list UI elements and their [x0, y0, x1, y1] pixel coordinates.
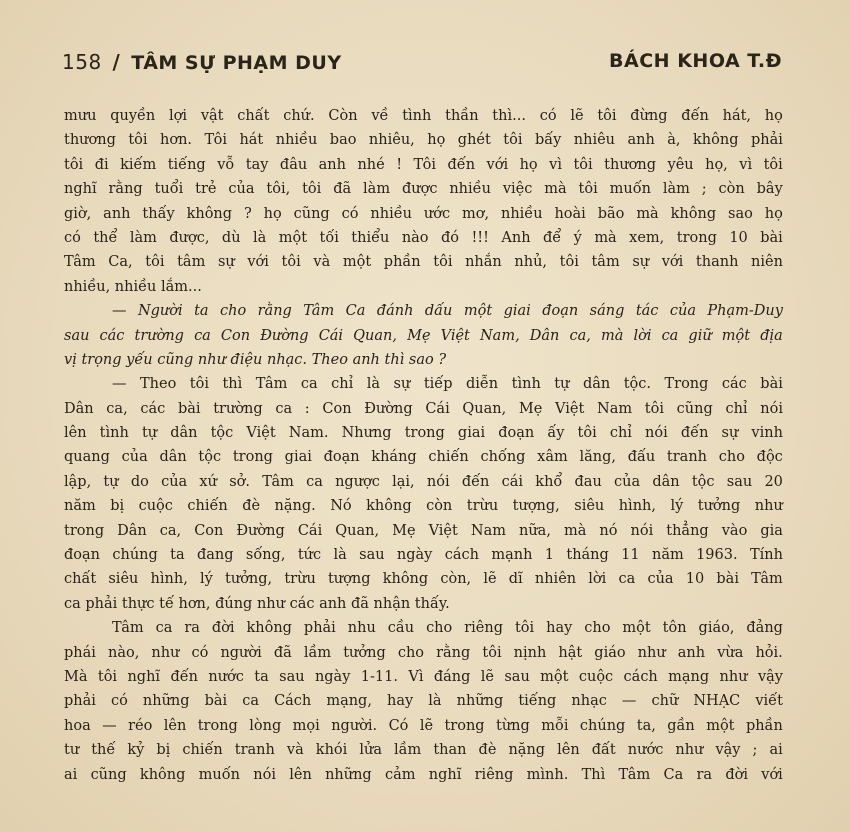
body-text — [64, 104, 783, 787]
magazine-title: BÁCH KHOA T.Đ — [609, 50, 782, 72]
text-line: trong Dân ca, Con Đường Cái Quan, Mẹ Việt Nam nữa, mà nó nói thẳng vào gia — [64, 522, 783, 539]
text-line: Tâm Ca, tôi tâm sự với tôi và một phần tôi nhắn nhủ, tôi tâm sự với thanh niên — [64, 254, 783, 271]
text-line: — Người ta cho rằng Tâm Ca đánh dấu một giai đoạn sáng tác của Phạm-Duy — [112, 303, 783, 320]
text-line: lập, tự do của xứ sở. Tâm ca ngược lại, nói đến cái khổ đau của dân tộc sau 20 — [64, 473, 783, 490]
text-line: nghĩ rằng tuổi trẻ của tôi, tôi đã làm được nhiều việc mà tôi muốn làm ; còn bây — [64, 181, 783, 198]
text-line: sau các trường ca Con Đường Cái Quan, Mẹ Việt Nam, Dân ca, mà lời ca giữ một địa — [64, 327, 783, 344]
text-line: thương tôi hơn. Tôi hát nhiều bao nhiêu, họ ghét tôi bấy nhiêu anh à, không phải — [64, 132, 783, 149]
text-line: mưu quyền lợi vật chất chứ. Còn về tình thần thì... có lẽ tôi đừng đến hát, họ — [64, 108, 783, 124]
text-line: — Theo tôi thì Tâm ca chỉ là sự tiếp diễn tình tự dân tộc. Trong các bài — [112, 376, 783, 393]
text-line: phái nào, như có người đã lầm tưởng cho rằng tôi nịnh hật giáo như anh vừa hỏi. — [64, 644, 783, 661]
text-line: lên tình tự dân tộc Việt Nam. Nhưng trong giai đoạn ấy tôi chỉ nói đến sự vinh — [64, 425, 783, 442]
text-line: hoa — réo lên trong lòng mọi người. Có lẽ trong từng mỗi chúng ta, gần một phần — [64, 717, 783, 734]
text-line: Dân ca, các bài trường ca : Con Đường Cái Quan, Mẹ Việt Nam tôi cũng chỉ nói — [64, 400, 783, 417]
page-number: 158 — [62, 50, 102, 74]
text-line: tư thế kỷ bị chiến tranh và khói lửa lầm than đè nặng lên đất nước như vậy ; ai — [64, 742, 783, 759]
text-line: vị trọng yếu cũng như điệu nhạc. Theo anh thì sao ? — [64, 351, 447, 368]
text-line: Mà tôi nghĩ đến nước ta sau ngày 1-11. Vì đáng lẽ sau một cuộc cách mạng như vậy — [64, 668, 783, 685]
text-line: ca phải thực tế hơn, đúng như các anh đã nhận thấy. — [64, 595, 450, 612]
text-line: giờ, anh thấy không ? họ cũng có nhiều ước mơ, nhiều hoài bão mà không sao họ — [64, 205, 783, 222]
paragraph — [64, 104, 783, 299]
header-separator: / — [112, 50, 121, 74]
paragraph — [64, 299, 783, 372]
text-line: ai cũng không muốn nói lên những cảm nghĩ riêng mình. Thì Tâm Ca ra đời với — [64, 766, 783, 783]
text-line: đoạn chúng ta đang sống, tức là sau ngày cách mạnh 1 tháng 11 năm 1963. Tính — [64, 547, 783, 564]
paragraph — [64, 616, 783, 787]
text-line: có thể làm được, dù là một tối thiểu nào đó !!! Anh để ý mà xem, trong 10 bài — [64, 229, 783, 246]
text-line: năm bị cuộc chiến đè nặng. Nó không còn trừu tượng, siêu hình, lý tưởng như — [64, 498, 783, 515]
running-header — [62, 46, 782, 80]
text-line: nhiều, nhiều lắm... — [64, 278, 202, 295]
text-line: Tâm ca ra đời không phải nhu cầu cho riêng tôi hay cho một tôn giáo, đảng — [112, 620, 783, 637]
book-title: TÂM SỰ PHẠM DUY — [131, 52, 342, 74]
header-left — [62, 50, 342, 74]
text-line: phải có những bài ca Cách mạng, hay là những tiếng nhạc — chữ NHẠC viết — [64, 693, 783, 710]
text-line: tôi đi kiếm tiếng vỗ tay đâu anh nhé ! Tôi đến với họ vì tôi thương yêu họ, vì tôi — [64, 156, 783, 173]
text-line: chất siêu hình, lý tưởng, trừu tượng không còn, lẽ dĩ nhiên lời ca của 10 bài Tâm — [64, 571, 783, 588]
paragraph — [64, 372, 783, 616]
text-line: quang của dân tộc trong giai đoạn kháng chiến chống xâm lăng, đấu tranh cho độc — [64, 449, 783, 466]
